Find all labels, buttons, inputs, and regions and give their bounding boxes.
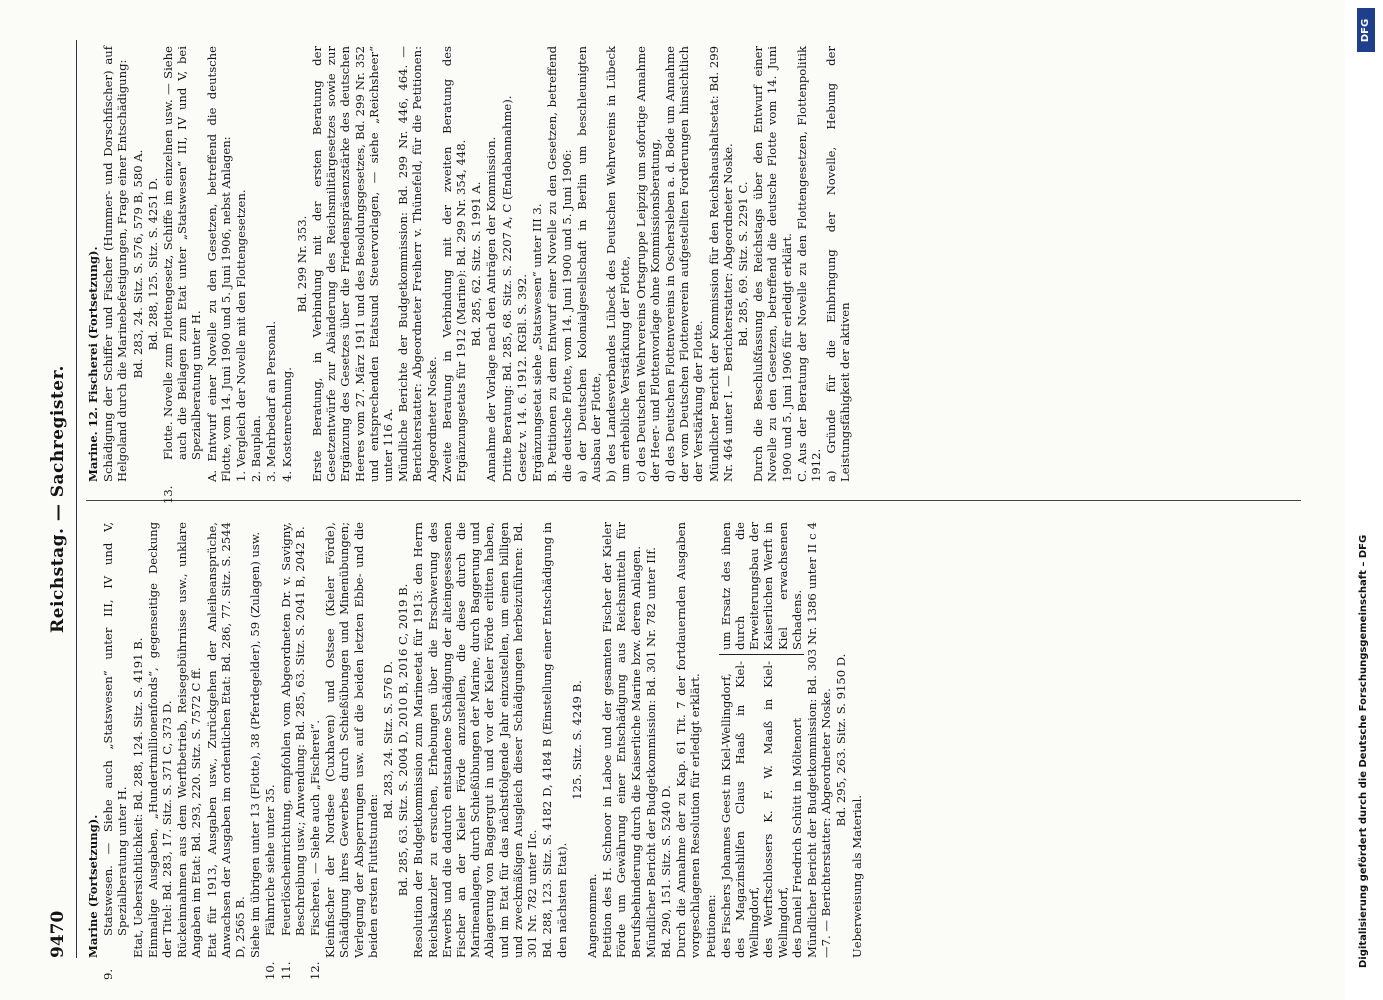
entry-paragraph xyxy=(101,522,130,980)
entry-text: Annahme der Vorlage nach den Anträgen der Kommission. xyxy=(484,136,499,482)
entry-paragraph xyxy=(308,522,323,980)
entry-text: Zweite Beratung in Verbindung mit der zweiten Beratung des Ergänzungsetats für 1912 (Marine): Bd. 299 Nr. 354, 448. xyxy=(439,46,469,482)
entry-text: c) des Deutschen Wehrvereins Ortsgruppe Leipzig um sofortige Annahme der Heer- und Flottenvorlage ohne Kommissionsberatung, xyxy=(633,46,662,482)
entry-paragraph xyxy=(704,522,718,958)
entry-text: Bd. 290, 151. Sitz. S. 5240 D. xyxy=(658,785,673,958)
entry-text: Bd. 288, 125. Sitz. S. 4251 D. xyxy=(145,177,160,351)
entry-paragraph xyxy=(570,522,584,958)
entry-paragraph xyxy=(175,522,203,958)
entry-paragraph xyxy=(396,46,439,482)
entry-text: Ergänzungsetat siehe „Statswesen“ unter III 3. xyxy=(530,203,545,482)
entry-text: Statswesen. — Siehe auch „Statswesen“ unter III, IV und V, Spezialberatung unter H. xyxy=(101,522,130,936)
entry-paragraph xyxy=(263,522,278,980)
entry-paragraph xyxy=(575,46,603,482)
entry-text: B. Petitionen zu dem Entwurf einer Novelle zu den Gesetzen, betreffend die deutsche Flotte, vom 14. Juni 1900 und 5. Juni 1906: xyxy=(545,46,574,482)
entry-text: Mündlicher Bericht der Budgetkommission: Bd. 301 Nr. 782 unter IIf. xyxy=(643,547,658,958)
entry-text: Feuerlöscheinrichtung, empfohlen vom Abgeordneten Dr. v. Savigny, Beschreibung usw.; Anwendung: Bd. 285, 63. Sitz. S. 2041 B, 2042 B. xyxy=(278,522,307,936)
entry-text: Angenommen. xyxy=(584,873,599,958)
left-column-heading: Marine (Fortsetzung). xyxy=(86,814,100,958)
entry-text: Resolution der Budgetkommission zum Marineetat für 1913: den Herrn Reichskanzler zu ersuchen, Erhebungen über die Erschwerung des Erwerbs und die dadurch entstandene Schädigung der alteingesessenen Fischer an der Kieler Förde anzustellen, die diese durch die Marineanlagen, durch Schießübungen der Marine, durch Baggerung und Ablagerung von Baggergut in und vor der Kieler Förde erlitten haben, und im Etat für das nächstfolgende Jahr einzustellen, um einen billigen und zweckmäßigen Ausgleich dieser Schädigungen herbeizuführen: Bd. 301 Nr. 782 unter IIc. xyxy=(411,522,540,958)
entry-text: 2. Bauplan. xyxy=(249,415,264,482)
entry-text: Bd. 283, 24. Sitz. S. 576 D. xyxy=(381,661,396,820)
petitioner: des Fischers Johannes Geest in Kiel-Wellingdorf, xyxy=(718,673,733,958)
petitioner: des Magazinshilfen Claus Haaß in Kiel-Wellingdorf, xyxy=(732,661,762,958)
entry-text: a) Gründe für die Einbringung der Novelle, Hebung der Leistungsfähigkeit der aktiven xyxy=(824,46,853,482)
entry-paragraph xyxy=(484,46,498,482)
entry-text: Fischerei. — Siehe auch „Fischerei“. xyxy=(308,719,323,936)
entry-paragraph xyxy=(161,46,204,504)
entry-text: C. Aus der Beratung der Novelle zu den Flottengesetzen, Flottenpolitik 1912. xyxy=(794,46,823,482)
entry-paragraph xyxy=(205,522,248,958)
entry-text: Gesetz v. 14. 6. 1912. RGBl. S. 392. xyxy=(514,274,529,482)
entry-paragraph xyxy=(248,522,262,958)
entry-text: b) des Landesverbandes Lübeck des Deutschen Wehrvereins in Lübeck um erhebliche Verstärkung der Flotte, xyxy=(604,46,633,482)
column-divider xyxy=(86,500,1301,501)
entry-paragraph xyxy=(411,522,539,958)
entry-text: Bd. 288, 123. Sitz. S. 4182 D, 4184 B (Einstellung einer Entschädigung in den nächsten Etat). xyxy=(540,522,569,958)
entry-number: 9. xyxy=(101,968,116,980)
entry-text: Durch die Beschlußfassung des Reichstags über den Entwurf einer Novelle zu den Gesetzen, betreffend die deutsche Flotte vom 14. Juni 1900 und 5. Juni 1906 für erledigt erklärt. xyxy=(751,46,794,482)
entry-paragraph xyxy=(604,46,632,482)
entry-paragraph xyxy=(310,46,395,482)
entry-text: Siehe im übrigen unter 13 (Flotte), 38 (Pferdegelder), 59 (Zulagen) usw. xyxy=(248,531,263,958)
entry-paragraph xyxy=(295,46,309,482)
entry-paragraph xyxy=(146,522,174,958)
entry-text: A. Entwurf einer Novelle zu den Gesetzen, betreffend die deutsche Flotte, vom 14. Juni 1900 und 5. Juni 1906, nebst Anlagen: xyxy=(204,46,233,482)
digitization-credit: Digitalisierung gefördert durch die Deutsche Forschungsgemeinschaft – DFG xyxy=(1358,534,1369,968)
entry-text: Schädigung der Schiffer und Fischer (Hummer- und Dorschfischer) auf Helgoland durch die Marinebefestigungen, Frage einer Entschädigung: xyxy=(101,46,130,482)
entry-paragraph xyxy=(530,46,544,482)
entry-paragraph xyxy=(659,522,673,958)
entry-text: 1. Vergleich der Novelle mit den Flottengesetzen. xyxy=(234,189,249,482)
entry-text: Petitionen: xyxy=(703,894,718,958)
entry-text: Etat, Uebersichtlichkeit: Bd. 288, 124. Sitz. S. 4191 B. xyxy=(130,637,145,958)
entry-paragraph xyxy=(234,46,248,482)
entry-paragraph xyxy=(707,46,735,482)
petitioner: des Werftschlossers K. F. W. Maaß in Kiel-Wellingdorf, xyxy=(761,661,790,958)
entry-text: Einmalige Ausgaben, „Hundertmillionenfonds“, gegenseitige Deckung der Titel: Bd. 283, 17. Sitz. S. 371 C, 373 D. xyxy=(145,522,175,958)
entry-text: Mündlicher Bericht der Kommission für den Reichshaushaltsetat: Bd. 299 Nr. 464 unter I. — Berichterstatter: Abgeordneter Noske. xyxy=(706,46,735,482)
entry-paragraph xyxy=(500,46,514,482)
dfg-logo-text: DFG xyxy=(1360,18,1372,42)
entry-paragraph xyxy=(540,522,568,958)
entry-paragraph xyxy=(634,46,662,482)
entry-paragraph xyxy=(278,522,307,980)
petition-bracket-text: um Ersatz des ihnen durch die Erweiterungsbau der Kaiserlichen Werft in Kiel erwachsenen Schadens. xyxy=(719,522,804,655)
page-header xyxy=(46,40,77,958)
right-column-heading: Marine. 12. Fischerei (Fortsetzung). xyxy=(86,246,100,482)
left-paragraphs xyxy=(101,522,718,980)
entry-paragraph xyxy=(101,46,129,482)
entry-paragraph xyxy=(131,46,145,482)
entry-text: Bd. 285, 63. Sitz. S. 2004 D, 2010 B, 2016 C, 2019 B. xyxy=(396,583,411,897)
entry-paragraph xyxy=(249,46,263,482)
tail-paragraph: Ueberweisung als Material. xyxy=(849,794,864,958)
entry-text: d) des Deutschen Flottenvereins in Oschersleben a. d. Bode um Annahme der vom Deutschen Flottenverein aufgestellten Forderungen hinsichtlich der Verstärkung der Flotte. xyxy=(662,46,706,482)
entry-text: 3. Mehrbedarf an Personal. xyxy=(264,320,279,482)
entry-text: 125. Sitz. S. 4249 B. xyxy=(569,680,584,800)
entry-paragraph xyxy=(469,46,483,482)
entry-text: Durch die Annahme der zu Kap. 61 Tit. 7 der fortdauernden Ausgaben vorgeschlagenen Resolution für erledigt erklärt. xyxy=(674,522,703,958)
entry-text: 4. Kostenrechnung. xyxy=(279,367,294,482)
entry-paragraph xyxy=(795,46,823,482)
entry-number: 11. xyxy=(278,961,293,980)
entry-paragraph xyxy=(545,46,573,482)
entry-paragraph xyxy=(663,46,706,482)
entry-text: Bd. 283, 24. Sitz. S. 576, 579 B, 580 A. xyxy=(130,149,145,379)
entry-paragraph xyxy=(644,522,658,958)
entry-text: Bd. 299 Nr. 353. xyxy=(294,215,309,313)
tail-paragraph: Mündlicher Bericht der Budgetkommission: Bd. 303 Nr. 1386 unter II c 4—7. — Berichterstatter: Abgeordneter Noske. xyxy=(804,522,834,958)
entry-text: Bd. 285, 62. Sitz. S. 1991 A. xyxy=(469,181,484,347)
entry-paragraph xyxy=(146,46,160,482)
right-paragraphs xyxy=(101,46,853,504)
entry-paragraph xyxy=(280,46,294,482)
entry-text: Kleinfischer der Nordsee (Cuxhaven) und Ostsee (Kieler Förde), Schädigung ihres Gewerbes durch Schießübungen und Minenübungen; Verlegung der Absperrungen usw. auf die beiden letzten Ebbe- und die beiden ersten Fluttstunden: xyxy=(323,522,380,958)
tail-paragraph: Bd. 295, 263. Sitz. S. 9150 D. xyxy=(834,653,849,827)
entry-paragraph xyxy=(600,522,643,958)
petitioner: des Daniel Friedrich Schütt in Möltenort xyxy=(789,718,804,958)
entry-text: Petition des H. Schnoor in Laboe und der gesamten Fischer der Kieler Förde um Gewährung einer Entschädigung aus Reichsmitteln für Berufsbehinderung durch die Kaiserliche Marine bzw. deren Anlagen. xyxy=(600,522,643,958)
entry-text: Mündliche Berichte der Budgetkommission: Bd. 299 Nr. 446, 464. — Berichterstatter: Abgeordneter Freiherr v. Thünefeld, für die Petitionen: Abgeordneter Noske. xyxy=(396,46,439,482)
petition-list xyxy=(719,661,804,958)
entry-paragraph xyxy=(381,522,395,958)
entry-text: Dritte Beratung: Bd. 285, 68. Sitz. S. 2207 A, C (Endabannahme). xyxy=(499,95,514,482)
entry-paragraph xyxy=(751,46,794,482)
entry-paragraph xyxy=(515,46,529,482)
entry-paragraph xyxy=(736,46,750,482)
entry-paragraph xyxy=(396,522,410,958)
entry-paragraph xyxy=(264,46,278,482)
entry-paragraph xyxy=(824,46,852,482)
entry-paragraph xyxy=(440,46,468,482)
entry-text: Bd. 285, 69. Sitz. S. 2291 C. xyxy=(735,181,750,347)
entry-text: Rückeinnahmen aus dem Werftbetrieb, Reisegebührnisse usw., unklare Angaben im Etat: Bd. 293, 220. Sitz. S. 7572 C ff. xyxy=(175,522,204,958)
entry-text: Erste Beratung, in Verbindung mit der ersten Beratung der Gesetzentwürfe zur Abänderung des Reichsmilitärgesetzes sowie zur Ergänzung des Gesetzes über die Friedenspräsenzstärke des deutschen Heeres vom 27. März 1911 und des Besoldungsgesetzes, Bd. 299 Nr. 352 und entsprechenden Etatsund Steuervorlagen, — siehe „Reichsheer“ unter 116 A. xyxy=(310,46,396,482)
entry-paragraph xyxy=(131,522,145,958)
petition-brace-group xyxy=(719,522,804,958)
entry-paragraph xyxy=(674,522,702,958)
entry-number: 10. xyxy=(263,961,278,980)
entry-paragraph xyxy=(205,46,233,482)
entry-text: Fähnriche siehe unter 35. xyxy=(263,784,278,936)
entry-text: Etat für 1913, Ausgaben usw., Zurückgehen der Anleiheansprüche, Anwachsen der Ausgaben im ordentlichen Etat: Bd. 286, 77. Sitz. S. 2544 D, 2565 B. xyxy=(204,522,248,958)
entry-paragraph xyxy=(585,522,599,958)
entry-number: 13. xyxy=(161,485,176,504)
entry-text: a) der Deutschen Kolonialgesellschaft in Berlin um beschleunigten Ausbau der Flotte, xyxy=(574,46,603,482)
left-tail xyxy=(805,522,864,958)
entry-paragraph xyxy=(323,522,380,958)
entry-text: Flotte. Novelle zum Flottengesetz, Schiffe im einzelnen usw. — Siehe auch die Beilagen zum Etat unter „Statswesen“ III, IV und V, bei Spezialberatung unter H. xyxy=(161,46,204,460)
entry-number: 12. xyxy=(308,961,323,980)
running-head: Reichstag. — Sachregister. xyxy=(48,365,68,633)
left-column xyxy=(86,522,1306,980)
page-number: 9470 xyxy=(48,910,68,958)
right-column xyxy=(86,46,1306,504)
